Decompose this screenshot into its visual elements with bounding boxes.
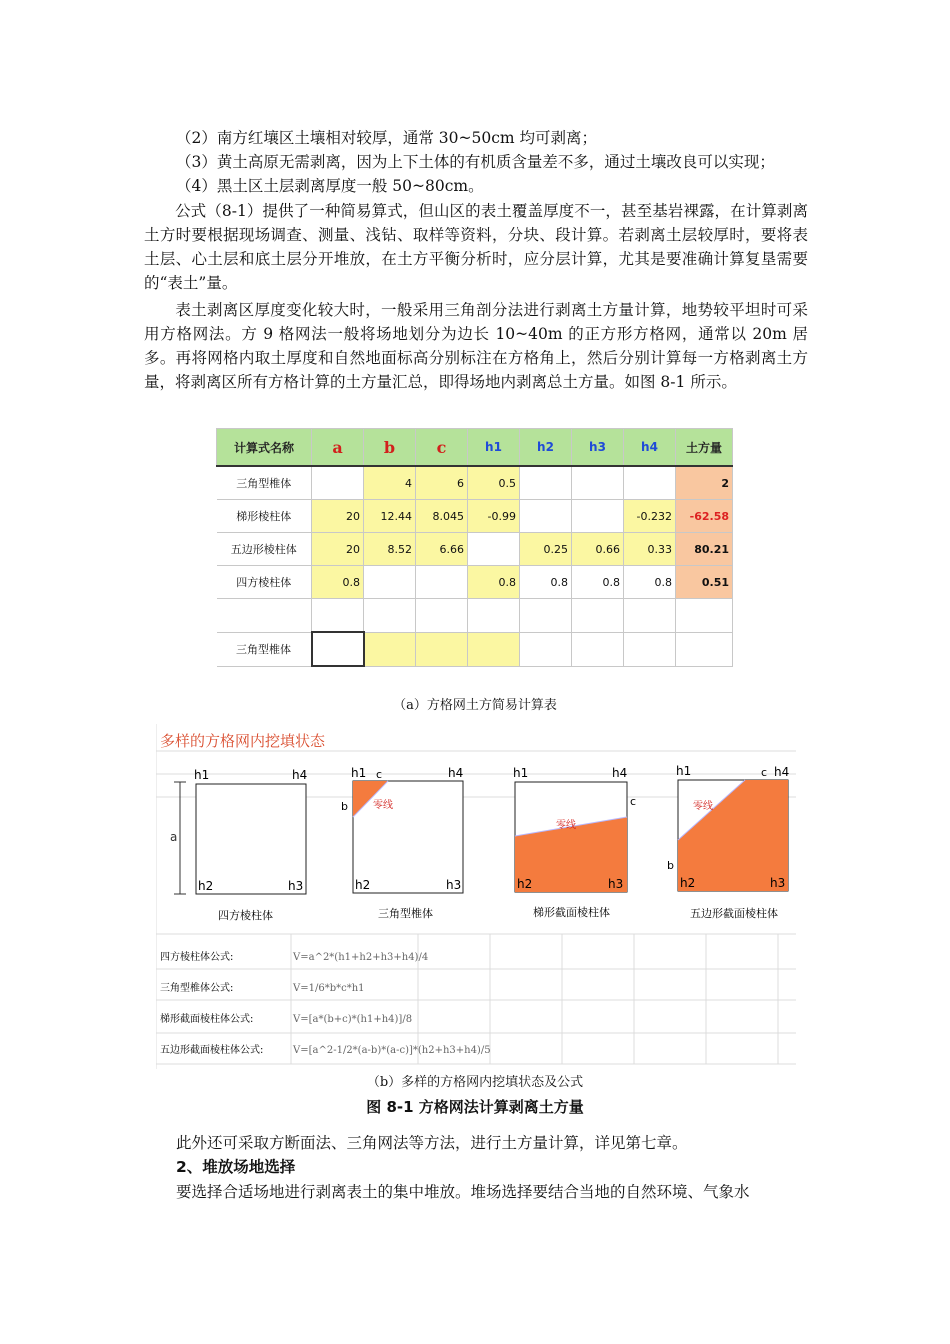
list-item-2: （2）南方红壤区土壤相对较厚，通常 30~50cm 均可剥离；	[176, 129, 598, 147]
formula-list	[160, 950, 491, 1056]
table-cell: 0.66	[572, 533, 624, 566]
table-cell: 0.8	[468, 566, 520, 599]
paragraph-2-text: 表土剥离区厚度变化较大时，一般采用三角剖分法进行剥离土方量计算，地势较平坦时可采用方格网法。方 9 格网法一般将场地划分为边长 10~40m 的正方形方格网，通常以 20m 居多。再将网格内取土厚度和自然地面标高分别标注在方格角上，然后分别计算每一方格剥离土方量，将剥离区所有方格计算的土方量汇总，即得场地内剥离总土方量。如图 8-1 所示。	[144, 301, 808, 391]
trapezoid-prism-diagram	[513, 766, 636, 919]
table-cell: -62.58	[676, 500, 733, 533]
table-cell	[364, 566, 416, 599]
table-cell	[217, 599, 312, 633]
figure-b-svg	[156, 724, 796, 1069]
header-a: a	[312, 429, 364, 467]
table-cell: 0.33	[624, 533, 676, 566]
table-cell	[520, 500, 572, 533]
table-cell: 4	[364, 466, 416, 500]
header-b: b	[364, 429, 416, 467]
table-cell: 0.51	[676, 566, 733, 599]
table-cell	[520, 599, 572, 633]
table-cell	[624, 599, 676, 633]
svg-text:h2: h2	[198, 879, 214, 893]
svg-text:h4: h4	[612, 766, 628, 780]
pentagon-prism-diagram	[667, 764, 789, 920]
paragraph-1	[144, 199, 808, 295]
svg-text:h3: h3	[288, 879, 304, 893]
table-cell: -0.99	[468, 500, 520, 533]
table-cell	[520, 466, 572, 500]
table-cell	[364, 632, 416, 666]
side-label-a: a	[170, 830, 178, 844]
table-cell	[416, 566, 468, 599]
table-cell: 20	[312, 500, 364, 533]
paragraph-2	[144, 298, 808, 394]
svg-text:h2: h2	[355, 878, 371, 892]
svg-text:c: c	[630, 795, 637, 808]
table-cell	[416, 632, 468, 666]
table-cell	[468, 632, 520, 666]
table-cell: 三角型椎体	[217, 466, 312, 500]
calc-table	[216, 428, 732, 693]
table-cell	[624, 466, 676, 500]
header-c: c	[416, 429, 468, 467]
svg-text:h4: h4	[292, 768, 308, 782]
svg-text:h1: h1	[351, 766, 367, 780]
paragraph-4: 要选择合适场地进行剥离表土的集中堆放。堆场选择要结合当地的自然环境、气象水	[176, 1183, 750, 1201]
table-cell	[572, 500, 624, 533]
table-cell	[312, 599, 364, 633]
formula-expr: V=[a^2-1/2*(a-b)*(a-c)]*(h2+h3+h4)/5	[293, 1045, 491, 1056]
figure-b-title: 多样的方格网内挖填状态	[160, 732, 326, 750]
caption-a: （a）方格网土方简易计算表	[393, 698, 557, 713]
table-header-row	[217, 429, 733, 467]
selected-cell[interactable]	[312, 632, 364, 666]
svg-text:h1: h1	[676, 764, 692, 778]
table-cell	[572, 599, 624, 633]
table-cell: 0.5	[468, 466, 520, 500]
table-cell: -0.232	[624, 500, 676, 533]
formula-name: 三角型椎体公式:	[160, 983, 234, 994]
formula-name: 五边形截面棱柱体公式:	[160, 1045, 264, 1056]
svg-text:零线: 零线	[693, 801, 713, 812]
paragraph-3: 此外还可采取方断面法、三角网法等方法，进行土方量计算，详见第七章。	[176, 1134, 688, 1152]
table-cell: 三角型椎体	[217, 632, 312, 666]
table-cell: 6.66	[416, 533, 468, 566]
table-cell: 12.44	[364, 500, 416, 533]
figure-title: 图 8-1 方格网法计算剥离土方量	[366, 1098, 584, 1116]
table-cell: 0.8	[520, 566, 572, 599]
table-cell: 0.8	[572, 566, 624, 599]
table-cell: 梯形棱柱体	[217, 500, 312, 533]
svg-text:h4: h4	[774, 765, 790, 779]
table-cell: 20	[312, 533, 364, 566]
table-cell	[572, 466, 624, 500]
table-row	[217, 466, 733, 500]
svg-text:h2: h2	[517, 877, 533, 891]
formula-name: 四方棱柱体公式:	[160, 952, 234, 963]
header-h3: h3	[572, 429, 624, 467]
table-cell: 五边形棱柱体	[217, 533, 312, 566]
table-cell	[676, 599, 733, 633]
header-h2: h2	[520, 429, 572, 467]
header-h1: h1	[468, 429, 520, 467]
shape-name: 四方棱柱体	[218, 909, 273, 922]
svg-text:c: c	[376, 768, 383, 781]
table-cell: 8.52	[364, 533, 416, 566]
svg-text:b: b	[341, 800, 348, 813]
table-cell: 0.8	[312, 566, 364, 599]
table-cell: 四方棱柱体	[217, 566, 312, 599]
table-cell	[364, 599, 416, 633]
table-row	[217, 566, 733, 599]
svg-text:h3: h3	[446, 878, 462, 892]
triangle-cone-diagram	[341, 766, 463, 920]
table-cell	[416, 599, 468, 633]
svg-text:零线: 零线	[373, 800, 393, 811]
table-cell	[468, 599, 520, 633]
header-name: 计算式名称	[217, 429, 312, 467]
formula-expr: V=a^2*(h1+h2+h3+h4)/4	[293, 952, 429, 963]
table-cell: 0.8	[624, 566, 676, 599]
caption-b: （b）多样的方格网内挖填状态及公式	[366, 1075, 584, 1090]
svg-text:h1: h1	[194, 768, 210, 782]
shape-name: 梯形截面棱柱体	[533, 906, 610, 919]
figure-b	[156, 724, 796, 1069]
svg-text:c: c	[761, 766, 768, 779]
formula-expr: V=[a*(b+c)*(h1+h4)]/8	[293, 1014, 413, 1025]
svg-text:h4: h4	[448, 766, 464, 780]
table-cell: 2	[676, 466, 733, 500]
table-cell	[312, 466, 364, 500]
svg-text:h1: h1	[513, 766, 529, 780]
svg-text:h2: h2	[680, 876, 696, 890]
list-item-3: （3）黄土高原无需剥离，因为上下土体的有机质含量差不多，通过土壤改良可以实现；	[176, 153, 775, 171]
table-cell	[468, 533, 520, 566]
table-cell: 0.25	[520, 533, 572, 566]
table-cell: 8.045	[416, 500, 468, 533]
square-prism-diagram	[170, 768, 307, 922]
svg-text:h3: h3	[770, 876, 786, 890]
table-cell: 80.21	[676, 533, 733, 566]
table-row	[217, 632, 733, 666]
table-cell	[572, 632, 624, 666]
table-row	[217, 599, 733, 633]
table-row	[217, 500, 733, 533]
section-heading: 2、堆放场地选择	[176, 1158, 296, 1176]
svg-text:零线: 零线	[556, 820, 576, 831]
svg-text:b: b	[667, 859, 674, 872]
table-cell: 6	[416, 466, 468, 500]
table-cell	[676, 632, 733, 666]
table-row	[217, 533, 733, 566]
formula-name: 梯形截面棱柱体公式:	[160, 1014, 254, 1025]
table-cell	[520, 632, 572, 666]
paragraph-1-text: 公式（8-1）提供了一种简易算式，但山区的表土覆盖厚度不一，甚至基岩裸露，在计算剥离土方时要根据现场调查、测量、浅钻、取样等资料，分块、段计算。若剥离土层较厚时，要将表土层、心土层和底土层分开堆放，在土方平衡分析时，应分层计算，尤其是要准确计算复垦需要的“表土”量。	[144, 202, 808, 292]
header-h4: h4	[624, 429, 676, 467]
list-item-4: （4）黑土区土层剥离厚度一般 50~80cm。	[176, 177, 484, 195]
svg-text:h3: h3	[608, 877, 624, 891]
shape-name: 五边形截面棱柱体	[690, 907, 778, 920]
shape-name: 三角型椎体	[378, 907, 433, 920]
table-cell	[624, 632, 676, 666]
formula-expr: V=1/6*b*c*h1	[293, 983, 365, 994]
header-volume: 土方量	[676, 429, 733, 467]
